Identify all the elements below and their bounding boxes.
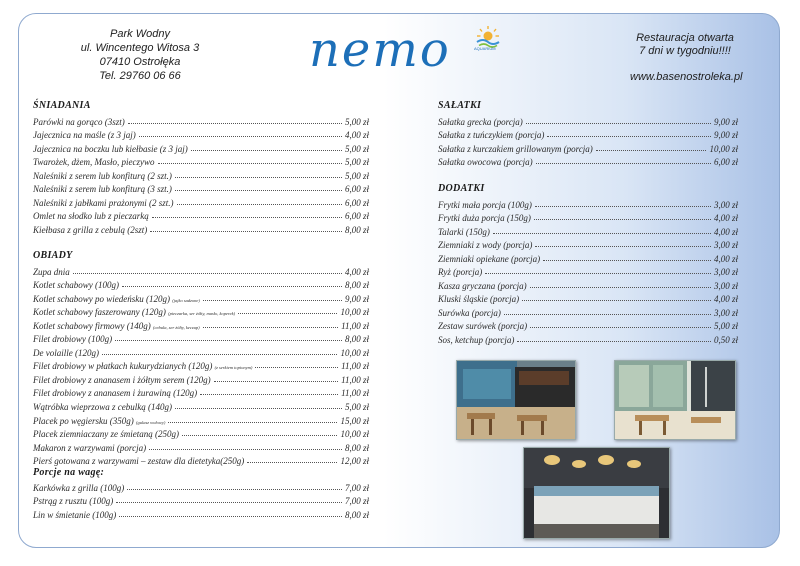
menu-list-dodatki xyxy=(438,196,738,345)
menu-item xyxy=(438,140,738,154)
dot-leader xyxy=(203,300,342,301)
dot-leader xyxy=(128,123,342,124)
dot-leader xyxy=(214,381,339,382)
venue-name: Park Wodny xyxy=(110,28,170,40)
menu-item-price: 5,00 zł xyxy=(344,402,369,413)
menu-item-price: 10,00 zł xyxy=(340,307,369,318)
menu-item-name-text: Filet drobiowy (100g) xyxy=(33,334,113,345)
menu-item-name-text: Frytki mała porcja (100g) xyxy=(438,199,532,210)
menu-item-name-text: Placek po węgiersku (350g) xyxy=(33,415,134,426)
menu-item-price: 5,00 zł xyxy=(344,157,369,168)
menu-item xyxy=(33,371,369,385)
dot-leader xyxy=(536,163,711,164)
menu-item-price: 8,00 zł xyxy=(344,442,369,453)
menu-item-price: 4,00 zł xyxy=(713,213,738,224)
menu-item-name xyxy=(33,348,99,358)
section-title-porcje: Porcje na wagę: xyxy=(33,467,105,478)
menu-item-price: 5,00 zł xyxy=(713,321,738,332)
menu-item-name xyxy=(33,211,149,221)
section-title-salatki: SAŁATKI xyxy=(438,100,482,111)
menu-item xyxy=(438,318,738,332)
menu-item-name xyxy=(438,227,490,237)
menu-item-name xyxy=(33,294,200,304)
menu-item-name-text: Kasza gryczana (porcja) xyxy=(438,280,527,291)
menu-item-price: 4,00 zł xyxy=(344,266,369,277)
dot-leader xyxy=(534,219,711,220)
menu-item-name-text: Ryż (porcja) xyxy=(438,267,483,278)
menu-item xyxy=(438,223,738,237)
menu-item-name xyxy=(33,117,125,127)
menu-item-price: 7,00 zł xyxy=(344,482,369,493)
menu-item-note: (z serkiem topionym) xyxy=(214,365,253,371)
menu-item-price: 3,00 zł xyxy=(713,267,738,278)
dot-leader xyxy=(175,177,342,178)
restaurant-bar-image xyxy=(524,448,669,538)
menu-item-name-text: Sałatka grecka (porcja) xyxy=(438,116,523,127)
opening-info xyxy=(600,32,770,58)
menu-item-name xyxy=(33,510,116,520)
menu-item-name xyxy=(33,225,147,235)
menu-item-name xyxy=(33,456,244,466)
dot-leader xyxy=(535,246,711,247)
contact-block xyxy=(60,27,220,83)
menu-item xyxy=(33,277,369,291)
dot-leader xyxy=(200,394,338,395)
dot-leader xyxy=(543,260,711,261)
menu-item-name-text: Filet drobiowy z ananasem i żółtym serem (120g) xyxy=(33,374,211,385)
street-address: ul. Wincentego Witosa 3 xyxy=(80,42,200,54)
menu-item-price: 9,00 zł xyxy=(344,293,369,304)
menu-item xyxy=(33,344,369,358)
menu-item-note: (cebula, ser żółty, keczup) xyxy=(153,324,200,330)
menu-item-note: (pieczarka, ser żółty, masło, koperek) xyxy=(168,311,236,317)
menu-item-name xyxy=(33,307,235,317)
menu-item-price: 10,00 zł xyxy=(340,347,369,358)
menu-item xyxy=(33,331,369,345)
menu-item-price: 12,00 zł xyxy=(340,456,369,467)
dot-leader xyxy=(102,354,338,355)
dot-leader xyxy=(168,422,337,423)
dot-leader xyxy=(485,273,711,274)
menu-item xyxy=(438,210,738,224)
dot-leader xyxy=(116,502,342,503)
menu-item-name-text: Kotlet schabowy (100g) xyxy=(33,280,119,291)
menu-item-name xyxy=(438,267,482,277)
menu-item-name xyxy=(33,280,119,290)
menu-item-name-text: Kotlet schabowy firmowy (140g) xyxy=(33,320,151,331)
section-title-sniadania: ŚNIADANIA xyxy=(33,100,91,111)
menu-item-price: 5,00 zł xyxy=(344,170,369,181)
menu-item-name xyxy=(438,335,514,345)
menu-item xyxy=(438,250,738,264)
menu-item xyxy=(33,304,369,318)
menu-item-price: 3,00 zł xyxy=(713,199,738,210)
menu-item-name xyxy=(33,443,146,453)
menu-item-name-text: Naleśniki z serem lub konfiturą (3 szt.) xyxy=(33,184,172,195)
restaurant-interior-image xyxy=(457,361,575,439)
dot-leader xyxy=(115,340,342,341)
menu-item-price: 5,00 zł xyxy=(344,143,369,154)
menu-item xyxy=(33,208,369,222)
menu-item xyxy=(33,290,369,304)
menu-item-name xyxy=(33,157,155,167)
menu-item-name-text: Frytki duża porcja (150g) xyxy=(438,213,531,224)
menu-item-name xyxy=(33,334,112,344)
menu-item-name xyxy=(438,200,532,210)
menu-list-sniadania xyxy=(33,113,369,235)
menu-item-name-text: Surówka (porcja) xyxy=(438,307,501,318)
menu-item-price: 3,00 zł xyxy=(713,307,738,318)
menu-item-name-text: Kotlet schabowy po wiedeńsku (120g) xyxy=(33,293,170,304)
dot-leader xyxy=(182,435,338,436)
menu-item-price: 6,00 zł xyxy=(344,211,369,222)
menu-item xyxy=(438,264,738,278)
menu-item-price: 6,00 zł xyxy=(713,157,738,168)
postal-city: 07410 Ostrołęka xyxy=(99,56,181,68)
menu-item-name xyxy=(438,117,523,127)
menu-item-price: 11,00 zł xyxy=(341,320,369,331)
menu-item xyxy=(33,221,369,235)
opening-line-2: 7 dni w tygodniu!!!! xyxy=(639,45,731,57)
nemo-logo: nemo xyxy=(309,22,451,78)
menu-item-name-text: Sos, ketchup (porcja) xyxy=(438,335,515,346)
dot-leader xyxy=(127,489,342,490)
menu-item xyxy=(438,237,738,251)
menu-item-name xyxy=(438,294,519,304)
menu-item-name xyxy=(33,171,172,181)
menu-item-name-text: Makaron z warzywami (porcja) xyxy=(33,442,147,453)
opening-line-1: Restauracja otwarta xyxy=(636,32,734,44)
dot-leader xyxy=(175,190,342,191)
restaurant-photo-1 xyxy=(456,360,576,440)
menu-item-name-text: Sałatka z kurczakiem grillowanym (porcja) xyxy=(438,143,593,154)
menu-item-price: 15,00 zł xyxy=(340,415,369,426)
menu-item-price: 0,50 zł xyxy=(713,335,738,346)
dot-leader xyxy=(596,150,707,151)
menu-item-price: 4,00 zł xyxy=(713,226,738,237)
menu-item-price: 11,00 zł xyxy=(341,388,369,399)
menu-item-name-text: Kiełbasa z grilla z cebulą (2szt) xyxy=(33,224,148,235)
menu-item-name-text: Twarożek, dżem, Masło, pieczywo xyxy=(33,157,155,168)
menu-item-name-text: Pierś gotowana z warzywami – zestaw dla dietetyka(250g) xyxy=(33,456,245,467)
menu-item xyxy=(33,181,369,195)
logo-subtitle: AQUARIUM xyxy=(474,46,496,51)
menu-item xyxy=(33,453,369,467)
dot-leader xyxy=(139,136,342,137)
menu-item-name xyxy=(33,321,200,331)
dot-leader xyxy=(530,327,711,328)
menu-item-name xyxy=(33,496,113,506)
menu-item-name-text: Wątróbka wieprzowa z cebulką (140g) xyxy=(33,402,172,413)
menu-item-price: 3,00 zł xyxy=(713,240,738,251)
menu-item-price: 6,00 zł xyxy=(344,184,369,195)
dot-leader xyxy=(177,204,342,205)
dot-leader xyxy=(504,314,711,315)
website-link[interactable]: www.basenostroleka.pl xyxy=(630,71,743,83)
menu-item-name-text: Sałatka z tuńczykiem (porcja) xyxy=(438,130,545,141)
menu-item xyxy=(33,479,369,493)
menu-item-name xyxy=(438,321,527,331)
section-title-dodatki: DODATKI xyxy=(438,183,485,194)
menu-item-price: 3,00 zł xyxy=(713,280,738,291)
dot-leader xyxy=(247,462,337,463)
menu-item-price: 7,00 zł xyxy=(344,496,369,507)
menu-item-price: 8,00 zł xyxy=(344,224,369,235)
menu-item-name xyxy=(438,240,532,250)
dot-leader xyxy=(530,287,711,288)
menu-item xyxy=(438,304,738,318)
dot-leader xyxy=(149,449,342,450)
menu-item xyxy=(33,113,369,127)
menu-item-name xyxy=(438,308,501,318)
menu-item-name xyxy=(33,483,124,493)
menu-item-name xyxy=(438,281,527,291)
menu-item-name xyxy=(33,416,165,426)
dot-leader xyxy=(535,206,711,207)
phone-number: Tel. 29760 06 66 xyxy=(99,70,181,82)
menu-item-name-text: Omlet na słodko lub z pieczarką xyxy=(33,211,149,222)
menu-item-price: 4,00 zł xyxy=(713,253,738,264)
menu-item-price: 10,00 zł xyxy=(340,429,369,440)
menu-item xyxy=(33,506,369,520)
dot-leader xyxy=(526,123,711,124)
menu-item-name-text: Sałatka owocowa (porcja) xyxy=(438,157,533,168)
menu-item-name-text: Ziemniaki z wody (porcja) xyxy=(438,240,533,251)
menu-item xyxy=(438,331,738,345)
menu-item-name-text: Jajecznica na boczku lub kiełbasie (z 3 jaj) xyxy=(33,143,188,154)
menu-item-name xyxy=(33,429,179,439)
dot-leader xyxy=(255,367,338,368)
dot-leader xyxy=(493,233,711,234)
dot-leader xyxy=(191,150,342,151)
menu-item-price: 4,00 zł xyxy=(713,294,738,305)
menu-item xyxy=(33,140,369,154)
menu-item xyxy=(33,426,369,440)
menu-item-name-text: Talarki (150g) xyxy=(438,226,490,237)
menu-item-name xyxy=(33,361,252,371)
menu-item-name-text: Filet drobiowy w płatkach kukurydzianych (120g) xyxy=(33,361,213,372)
menu-item-name xyxy=(438,213,531,223)
dot-leader xyxy=(152,217,342,218)
restaurant-window-image xyxy=(615,361,735,439)
menu-item-name xyxy=(33,388,197,398)
menu-item xyxy=(33,154,369,168)
menu-item-name-text: Filet drobiowy z ananasem i żurawiną (120g) xyxy=(33,388,198,399)
menu-item xyxy=(33,167,369,181)
menu-list-obiady xyxy=(33,263,369,466)
menu-item-price: 8,00 zł xyxy=(344,280,369,291)
menu-item xyxy=(438,291,738,305)
menu-item-price: 6,00 zł xyxy=(344,197,369,208)
menu-list-salatki xyxy=(438,113,738,167)
menu-item-price: 8,00 zł xyxy=(344,509,369,520)
menu-item-name xyxy=(33,267,70,277)
dot-leader xyxy=(238,313,337,314)
menu-item xyxy=(438,113,738,127)
dot-leader xyxy=(203,327,339,328)
menu-item xyxy=(33,385,369,399)
menu-item xyxy=(33,493,369,507)
dot-leader xyxy=(73,273,342,274)
menu-item xyxy=(33,398,369,412)
menu-item-price: 11,00 zł xyxy=(341,361,369,372)
restaurant-photo-3 xyxy=(523,447,670,539)
menu-item-price: 8,00 zł xyxy=(344,334,369,345)
menu-item-price: 9,00 zł xyxy=(713,116,738,127)
dot-leader xyxy=(517,341,711,342)
menu-item xyxy=(33,412,369,426)
menu-item-name-text: Naleśniki z jabłkami prażonymi (2 szt.) xyxy=(33,197,174,208)
menu-item xyxy=(33,194,369,208)
menu-item-name-text: Ziemniaki opiekane (porcja) xyxy=(438,253,541,264)
dot-leader xyxy=(175,408,342,409)
menu-item-name xyxy=(438,144,593,154)
menu-item-name-text: Zupa dnia xyxy=(33,266,70,277)
menu-item-name-text: Placek ziemniaczany ze śmietaną (250g) xyxy=(33,429,179,440)
menu-item xyxy=(33,263,369,277)
dot-leader xyxy=(150,231,342,232)
menu-item-name-text: Kluski śląskie (porcja) xyxy=(438,294,520,305)
menu-item-name xyxy=(33,402,172,412)
menu-item-name xyxy=(438,157,533,167)
menu-item xyxy=(33,439,369,453)
menu-item-price: 11,00 zł xyxy=(341,374,369,385)
menu-item-name-text: Jajecznica na maśle (z 3 jaj) xyxy=(33,130,136,141)
menu-item xyxy=(33,358,369,372)
menu-item-name-text: Karkówka z grilla (100g) xyxy=(33,482,125,493)
menu-item-name xyxy=(33,130,136,140)
menu-item xyxy=(33,317,369,331)
menu-item-note: (gulasz wołowy) xyxy=(135,419,166,425)
menu-item-price: 5,00 zł xyxy=(344,116,369,127)
dot-leader xyxy=(122,286,342,287)
menu-item-name-text: Parówki na gorąco (3szt) xyxy=(33,116,125,127)
restaurant-photo-2 xyxy=(614,360,736,440)
menu-item-price: 10,00 zł xyxy=(709,143,738,154)
menu-item-name-text: De volaille (120g) xyxy=(33,347,99,358)
dot-leader xyxy=(547,136,711,137)
menu-item-name xyxy=(33,184,172,194)
menu-item-name xyxy=(33,375,211,385)
menu-item-name-text: Zestaw surówek (porcja) xyxy=(438,321,528,332)
menu-item-name-text: Lin w śmietanie (100g) xyxy=(33,509,117,520)
menu-item-price: 9,00 zł xyxy=(713,130,738,141)
menu-item xyxy=(438,277,738,291)
menu-item-name-text: Naleśniki z serem lub konfiturą (2 szt.) xyxy=(33,170,172,181)
menu-item-name-text: Kotlet schabowy faszerowany (120g) xyxy=(33,307,166,318)
menu-item xyxy=(438,127,738,141)
dot-leader xyxy=(119,516,342,517)
menu-item-name-text: Pstrąg z rusztu (100g) xyxy=(33,496,114,507)
menu-item-name xyxy=(33,198,174,208)
section-title-obiady: OBIADY xyxy=(33,250,73,261)
menu-item xyxy=(33,127,369,141)
menu-item xyxy=(438,154,738,168)
menu-item xyxy=(438,196,738,210)
dot-leader xyxy=(522,300,711,301)
menu-item-name xyxy=(33,144,188,154)
menu-list-porcje xyxy=(33,479,369,520)
menu-item-price: 4,00 zł xyxy=(344,130,369,141)
menu-item-name xyxy=(438,254,540,264)
menu-item-note: (jajko sadzone) xyxy=(172,297,200,303)
menu-item-name xyxy=(438,130,544,140)
dot-leader xyxy=(158,163,342,164)
